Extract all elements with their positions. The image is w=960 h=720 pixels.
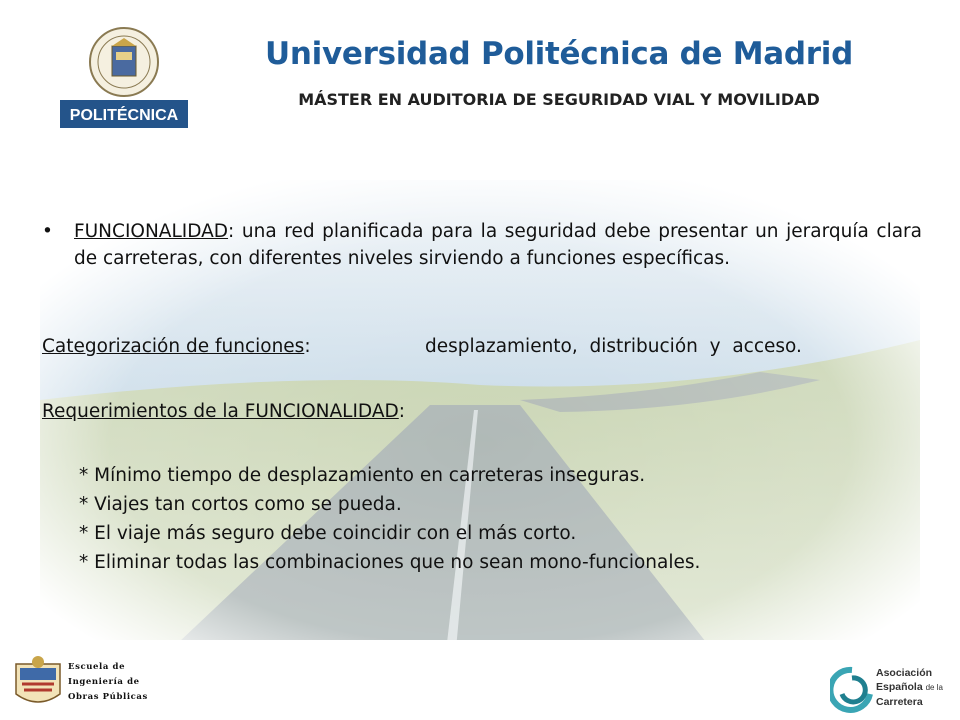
bullet-dot: • [42, 221, 53, 242]
upm-logo-label: POLITÉCNICA [69, 107, 179, 124]
requirements-colon: : [398, 401, 405, 422]
requirements-label: Requerimientos de la FUNCIONALIDAD [42, 401, 399, 422]
eic-line: Ingeniería de [68, 677, 140, 687]
list-item: * Mínimo tiempo de desplazamiento en carreteras inseguras. [79, 465, 646, 486]
categorization-values: desplazamiento, distribución y acceso. [425, 336, 802, 357]
requirements-row [42, 398, 405, 425]
aec-line: Asociación [876, 667, 933, 679]
aec-line: Española [876, 681, 923, 693]
page-title: Universidad Politécnica de Madrid [264, 36, 853, 72]
categorization-colon: : [304, 336, 311, 357]
aec-line: Carretera [876, 696, 923, 708]
requirements-list [79, 462, 700, 578]
categorization-label: Categorización de funciones [42, 336, 305, 357]
upm-logo [60, 22, 188, 130]
list-item: * Eliminar todas las combinaciones que no sean mono-funcionales. [79, 552, 701, 573]
bullet-funcionalidad [42, 218, 922, 272]
eic-line: Obras Públicas [68, 692, 148, 702]
list-item: * El viaje más seguro debe coincidir con el más corto. [79, 523, 577, 544]
bullet-term: FUNCIONALIDAD [74, 221, 229, 242]
slide-content [42, 218, 922, 573]
bullet-text: : una red planificada para la seguridad debe presentar un jerarquía clara de carreteras, con diferentes niveles sirviendo a funciones específicas. [74, 221, 922, 269]
escuela-ingenieria-text [68, 660, 148, 705]
categorization-row [42, 333, 922, 360]
page-subtitle: MÁSTER EN AUDITORIA DE SEGURIDAD VIAL Y MOVILIDAD [298, 90, 820, 109]
eic-line: Escuela de [68, 662, 126, 672]
aec-line: de la [925, 683, 943, 692]
asociacion-carretera-text [876, 666, 943, 709]
list-item: * Viajes tan cortos como se pueda. [79, 494, 402, 515]
